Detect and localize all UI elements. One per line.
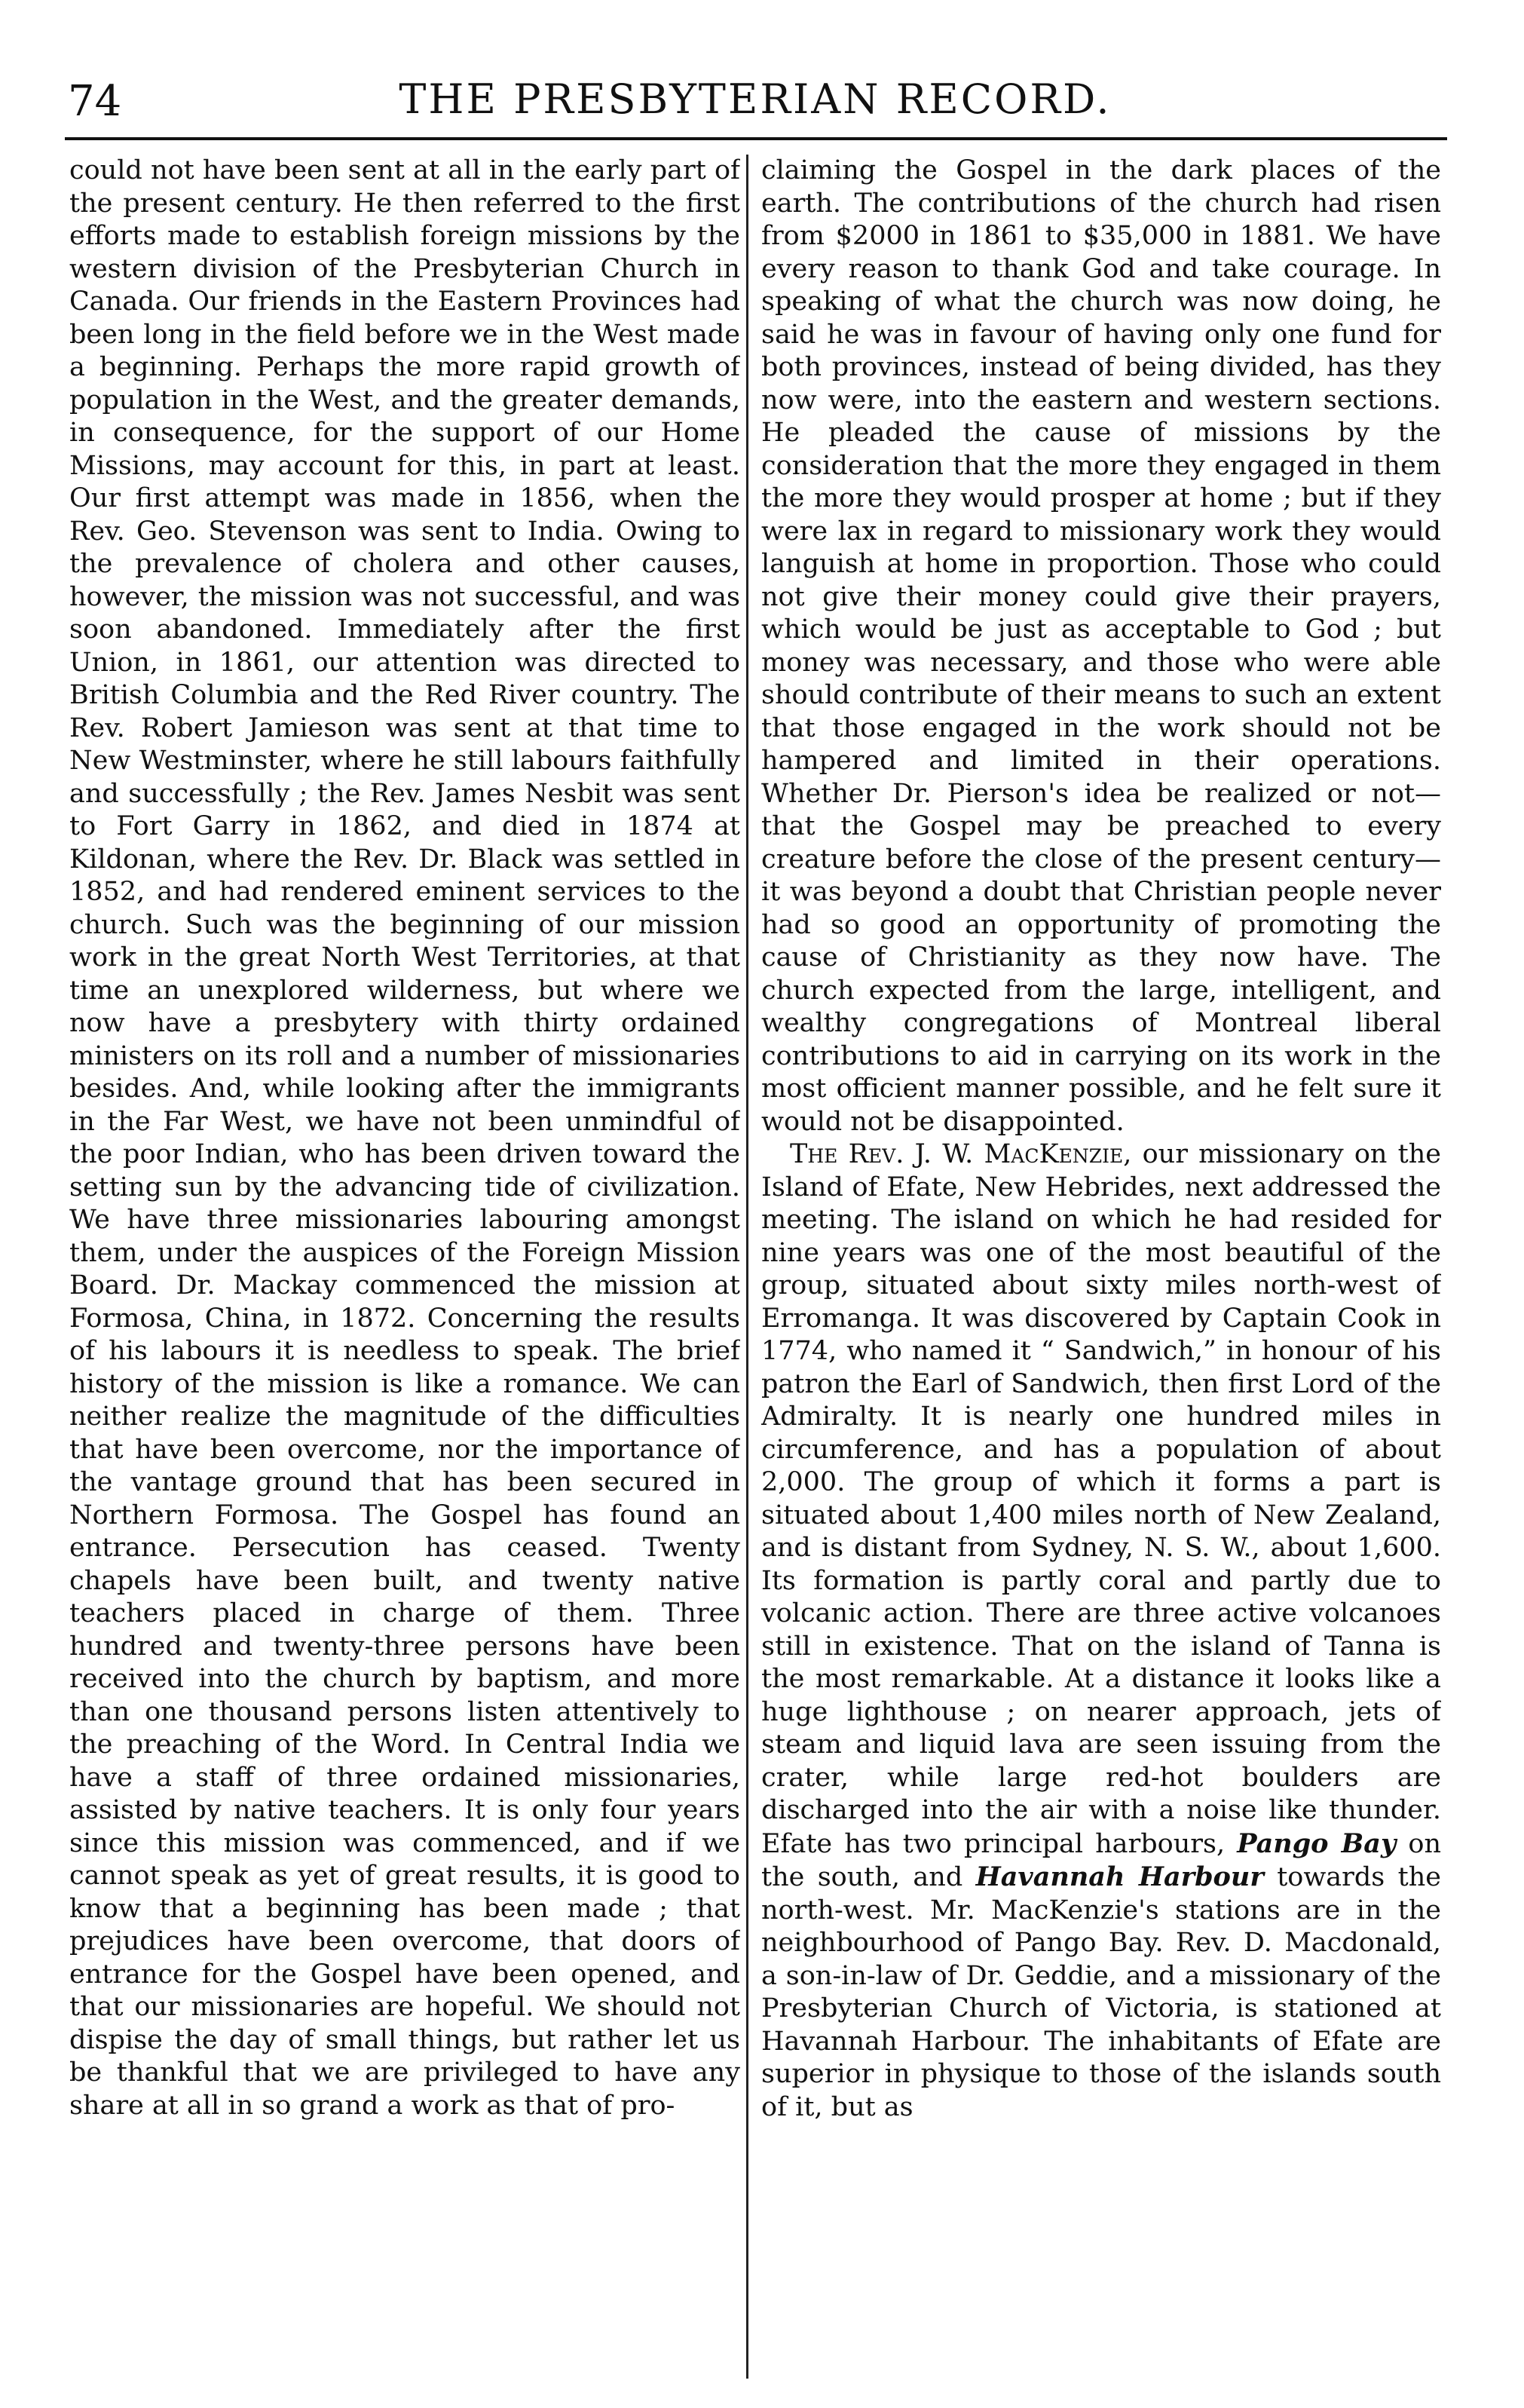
column-divider bbox=[746, 155, 748, 2379]
right-paragraph-1: claiming the Gospel in the dark places of the earth. The contributions of the church had risen from $2000 in 1861 to $35,000 in 1881. We have every reason to thank God and take courage. In speaking of what the church was now doing, he said he was in favour of having only one fund for both provinces, instead of being divided, has they now were, into the eastern and western sections. He pleaded the cause of missions by the consideration that the more they engaged in them the more they would prosper at home ; but if they were lax in regard to missionary work they would languish at home in proportion. Those who could not give their money could give their prayers, which would be just as acceptable to God ; but money was necessary, and those who were able should contribute of their means to such an extent that those engaged in the work should not be hampered and limited in their operations. Whether Dr. Pierson's idea be realized or not—that the Gospel may be preached to every creature before the close of the present century—it was beyond a doubt that Christian people never had so good an opportunity of promoting the cause of Christianity as they now have. The church expected from the large, intelligent, and wealthy congregations of Montreal liberal contributions to aid in carrying on its work in the most officient manner possible, and he felt sure it would not be disappointed. bbox=[761, 155, 1441, 1137]
left-column bbox=[69, 155, 740, 2386]
place-name-havannah-harbour: Havannah Harbour bbox=[975, 1861, 1264, 1892]
right-paragraph-2 bbox=[761, 1138, 1441, 2124]
left-paragraph-1: could not have been sent at all in the early part of the present century. He then referred to the first efforts made to establish foreign missions by the western division of the Presbyterian Church in Canada. Our friends in the Eastern Provinces had been long in the field before we in the West made a beginning. Perhaps the more rapid growth of population in the West, and the greater demands, in consequence, for the support of our Home Missions, may account for this, in part at least. Our first attempt was made in 1856, when the Rev. Geo. Stevenson was sent to India. Owing to the prevalence of cholera and other causes, however, the mission was not successful, and was soon abandoned. Immediately after the first Union, in 1861, our attention was directed to British Columbia and the Red River country. The Rev. Robert Jamieson was sent at that time to New Westminster, where he still labours faithfully and successfully ; the Rev. James Nesbit was sent to Fort Garry in 1862, and died in 1874 at Kildonan, where the Rev. Dr. Black was settled in 1852, and had rendered eminent services to the church. Such was the beginning of our mission work in the great North West Territories, at that time an unexplored wilderness, but where we now have a presbytery with thirty ordained ministers on its roll and a number of missionaries besides. And, while looking after the immigrants in the Far West, we have not been unmindful of the poor Indian, who has been driven toward the setting sun by the advancing tide of civilization. We have three missionaries labouring amongst them, under the auspices of the Foreign Mission Board. Dr. Mackay commenced the mission at Formosa, China, in 1872. Concerning the results of his labours it is needless to speak. The brief history of the mission is like a romance. We can neither realize the magnitude of the difficulties that have been overcome, nor the importance of the vantage ground that has been secured in Northern Formosa. The Gospel has found an entrance. Persecution has ceased. Twenty chapels have been built, and twenty native teachers placed in charge of them. Three hundred and twenty-three persons have been received into the church by baptism, and more than one thousand persons listen attentively to the preaching of the Word. In Central India we have a staff of three ordained missionaries, assisted by native teachers. It is only four years since this mission was commenced, and if we cannot speak as yet of great results, it is good to know that a beginning has been made ; that prejudices have been overcome, that doors of entrance for the Gospel have been opened, and that our missionaries are hopeful. We should not dispise the day of small things, but rather let us be thankful that we are privileged to have any share at all in so grand a work as that of pro- bbox=[69, 155, 740, 2121]
header-rule bbox=[65, 137, 1447, 140]
paragraph-text: towards the north-west. Mr. MacKenzie's stations are in the neighbourhood of Pango Bay. Rev. D. Macdonald, a son-in-law of Dr. Geddie, and a missionary of the Presbyterian Church of Victoria, is stationed at Havannah Harbour. The inhabitants of Efate are superior in physique to those of the islands south of it, but as bbox=[761, 1862, 1441, 2122]
speaker-name: The Rev. J. W. MacKenzie, bbox=[790, 1139, 1132, 1169]
paragraph-text: our missionary on the Island of Efate, New Hebrides, next addressed the meeting. The island on which he had resided for nine years was one of the most beautiful of the group, situated about sixty miles north-west of Erromanga. It was discovered by Captain Cook in 1774, who named it “ Sandwich,” in honour of his patron the Earl of Sandwich, then first Lord of the Admiralty. It is nearly one hundred miles in circumference, and has a population of about 2,000. The group of which it forms a part is situated about 1,400 miles north of New Zealand, and is distant from Sydney, N. S. W., about 1,600. Its formation is partly coral and partly due to volcanic action. There are three active volcanoes still in existence. That on the island of Tanna is the most remarkable. At a distance it looks like a huge lighthouse ; on nearer approach, jets of steam and liquid lava are seen issuing from the crater, while large red-hot boulders are discharged into the air with a noise like thunder. Efate has two principal harbours, bbox=[761, 1139, 1441, 1859]
right-column bbox=[761, 155, 1441, 2386]
page-number: 74 bbox=[68, 77, 122, 126]
place-name-pango-bay: Pango Bay bbox=[1237, 1827, 1397, 1859]
running-title: THE PRESBYTERIAN RECORD. bbox=[399, 75, 1112, 123]
paragraph-text: on the south, and bbox=[761, 1828, 1441, 1892]
page-header bbox=[47, 72, 1464, 133]
